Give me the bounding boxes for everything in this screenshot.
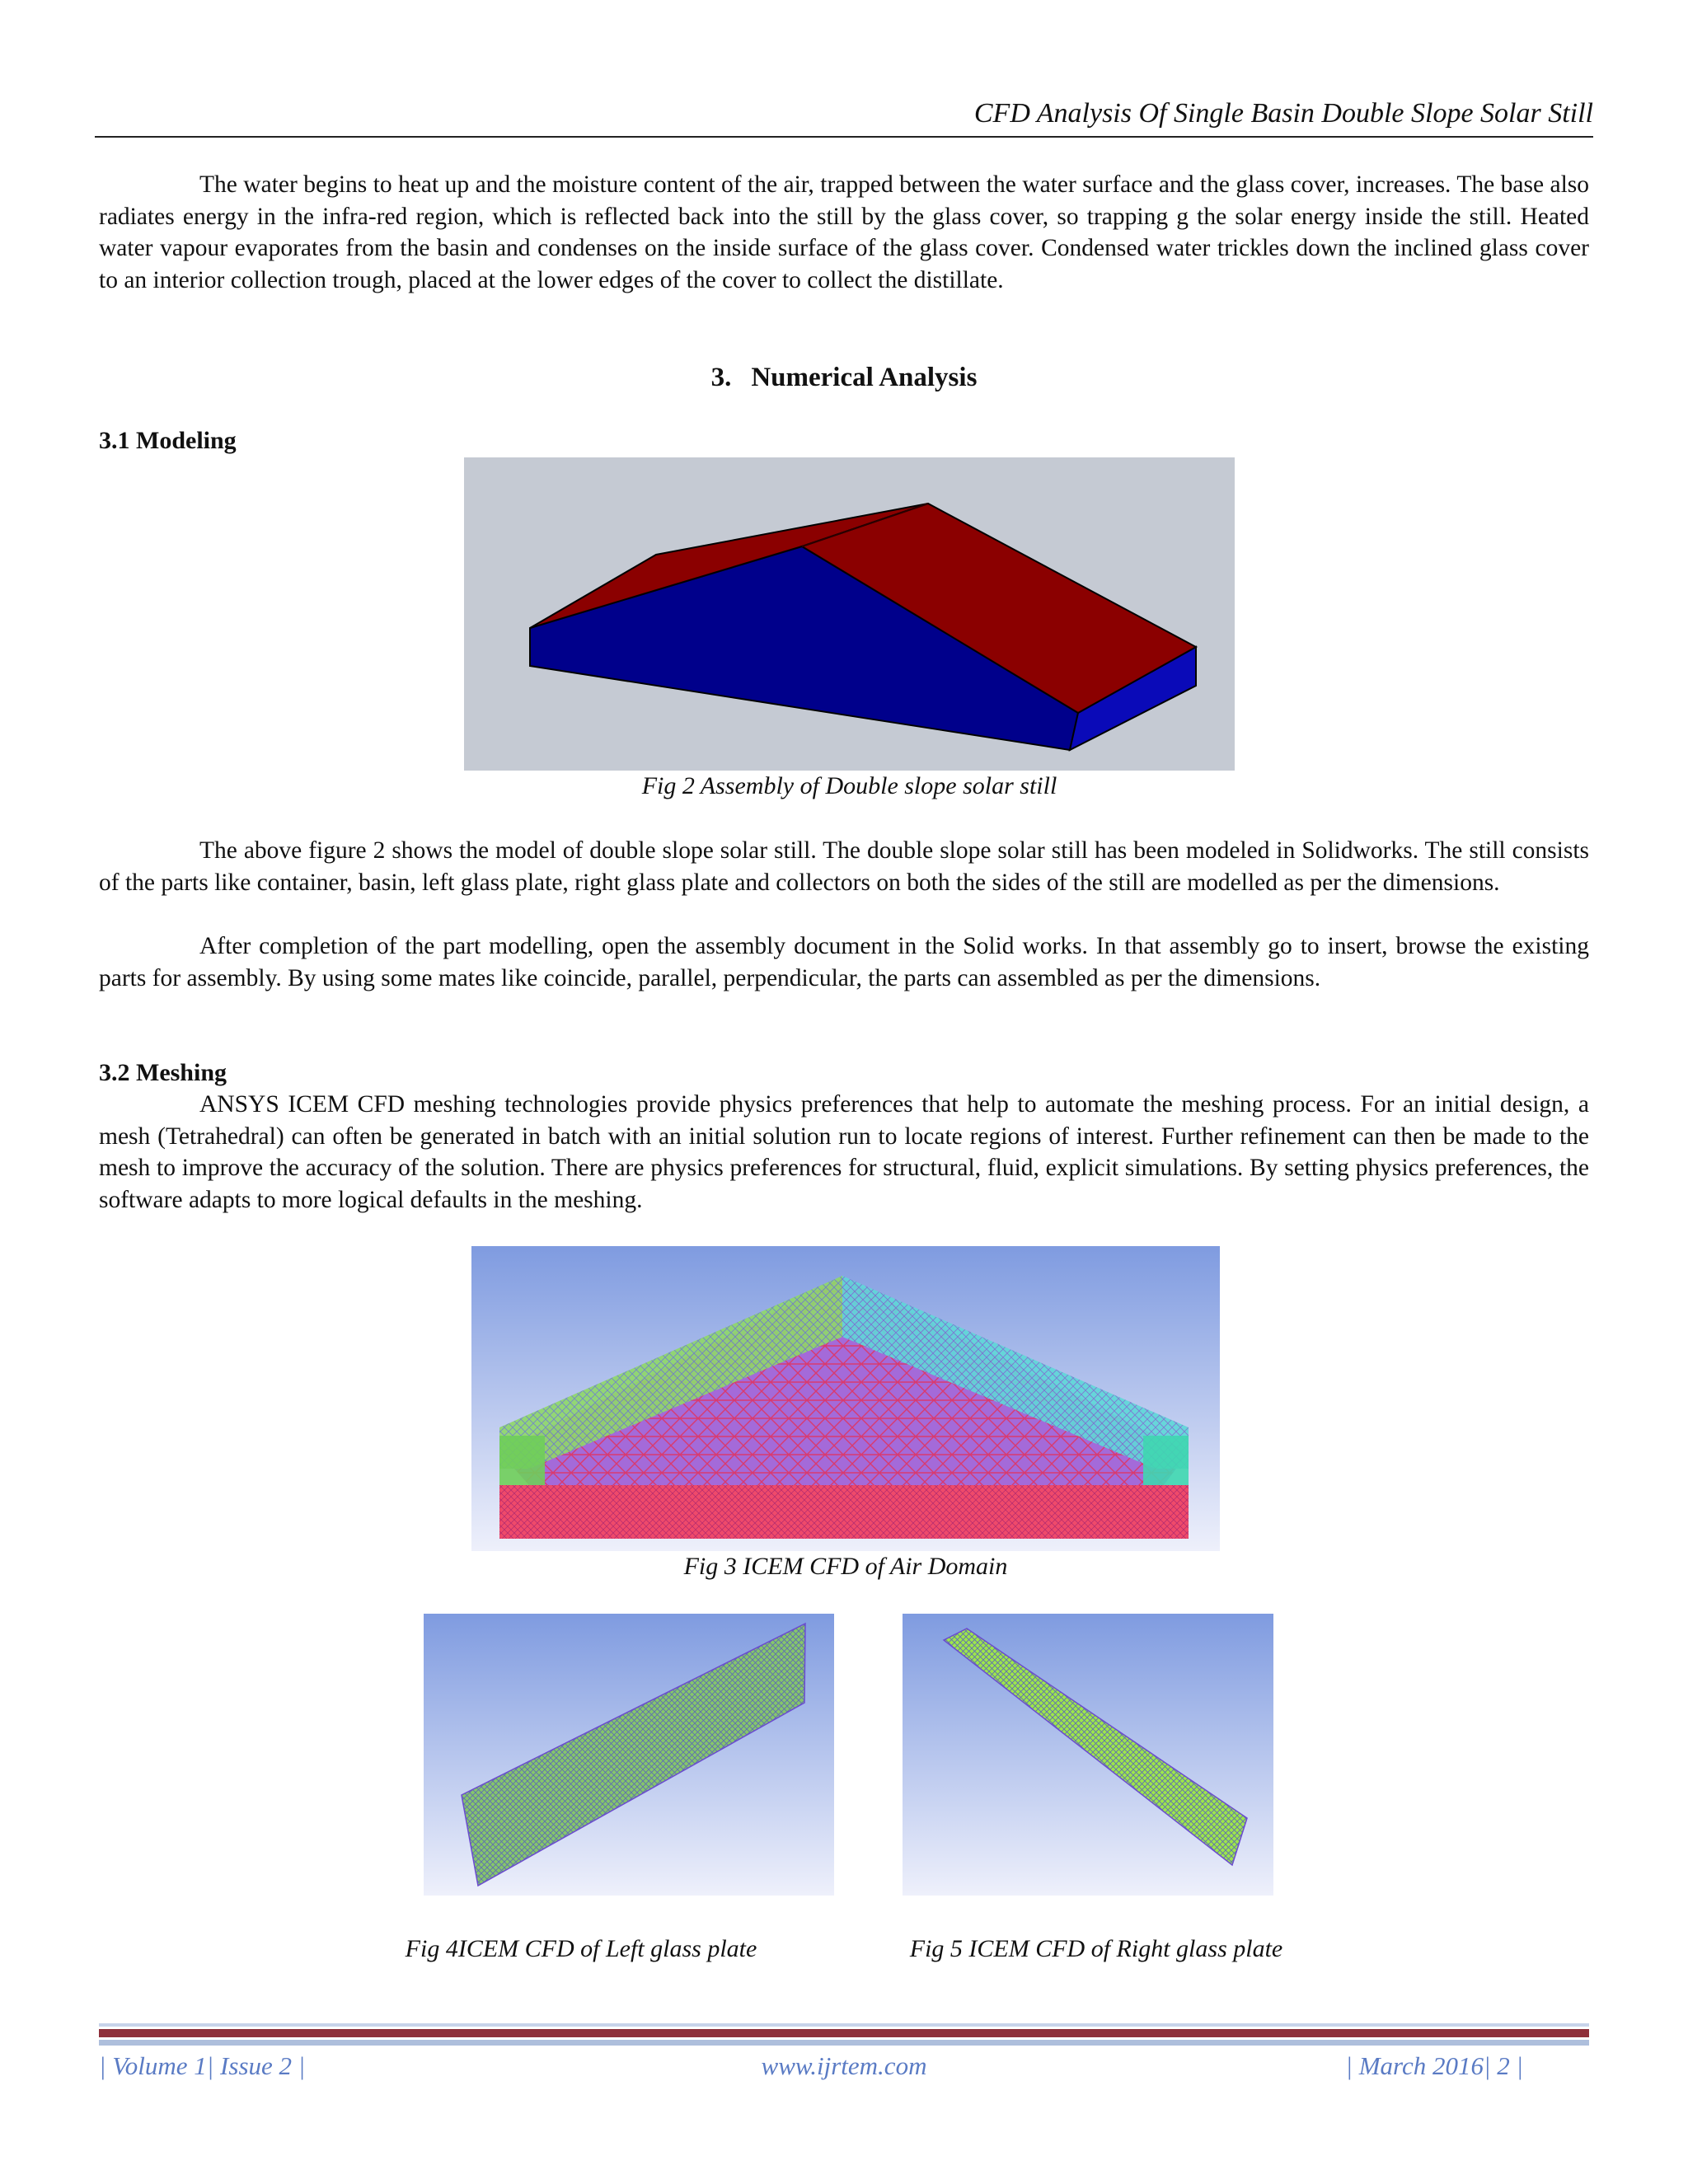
footer-date-page: | March 2016| 2 | xyxy=(1345,2051,1523,2080)
section-title xyxy=(0,361,1688,394)
header-rule xyxy=(95,136,1593,138)
footer-rule xyxy=(99,2029,1589,2037)
running-title: CFD Analysis Of Single Basin Double Slope Solar Still xyxy=(973,98,1593,129)
fig5-caption: Fig 5 ICEM CFD of Right glass plate xyxy=(909,1935,1283,1962)
meshing-paragraph: ANSYS ICEM CFD meshing technologies provide physics preferences that help to automate the meshing process. For an initial design, a mesh (Tetrahedral) can often be generated in batch with an initial solution run to locate regions of interest. Further refinement can then be made to the mesh to improve the accuracy of the solution. There are physics preferences for structural, fluid, explicit simulations. By setting physics preferences, the software adapts to more logical defaults in the meshing. xyxy=(99,1091,1589,1213)
modeling-paragraph-2: After completion of the part modelling, open the assembly document in the Solid works. In that assembly go to insert, browse the existing parts for assembly. By using some mates like coincide, parallel, perpendicular, the parts can assembled as per the dimensions. xyxy=(99,933,1589,991)
fig4-caption: Fig 4ICEM CFD of Left glass plate xyxy=(405,1935,757,1962)
fig2-caption: Fig 2 Assembly of Double slope solar still xyxy=(641,772,1057,799)
meshing-heading: 3.2 Meshing xyxy=(99,1059,227,1086)
section-number: 3. xyxy=(710,363,732,392)
intro-paragraph: The water begins to heat up and the moisture content of the air, trapped between the water surface and the glass cover, increases. The base also radiates energy in the infra-red region, which is reflected back into the still by the glass cover, so trapping g the solar energy inside the still. Heated water vapour evaporates from the basin and condenses on the inside surface of the glass cover. Condensed water trickles down the inclined glass cover to an interior collection trough, placed at the lower edges of the cover to collect the distillate. xyxy=(99,171,1589,293)
fig3-air-domain-image xyxy=(471,1246,1220,1551)
section-title-text: Numerical Analysis xyxy=(751,363,978,392)
footer-website: www.ijrtem.com xyxy=(761,2051,927,2080)
fig2-assembly-image xyxy=(464,457,1235,771)
fig5-right-glass-plate-image xyxy=(903,1614,1273,1896)
modeling-heading: 3.1 Modeling xyxy=(99,427,237,454)
fig4-left-glass-plate-image xyxy=(424,1614,834,1896)
footer-rule-light xyxy=(99,2023,1589,2027)
modeling-paragraph-1: The above figure 2 shows the model of double slope solar still. The double slope solar still has been modeled in Solidworks. The still consists of the parts like container, basin, left glass plate, right glass plate and collectors on both the sides of the still are modelled as per the dimensions. xyxy=(99,837,1589,896)
fig3-caption: Fig 3 ICEM CFD of Air Domain xyxy=(683,1553,1008,1580)
footer-volume-issue: | Volume 1| Issue 2 | xyxy=(99,2051,306,2080)
footer-rule-blue xyxy=(99,2040,1589,2046)
